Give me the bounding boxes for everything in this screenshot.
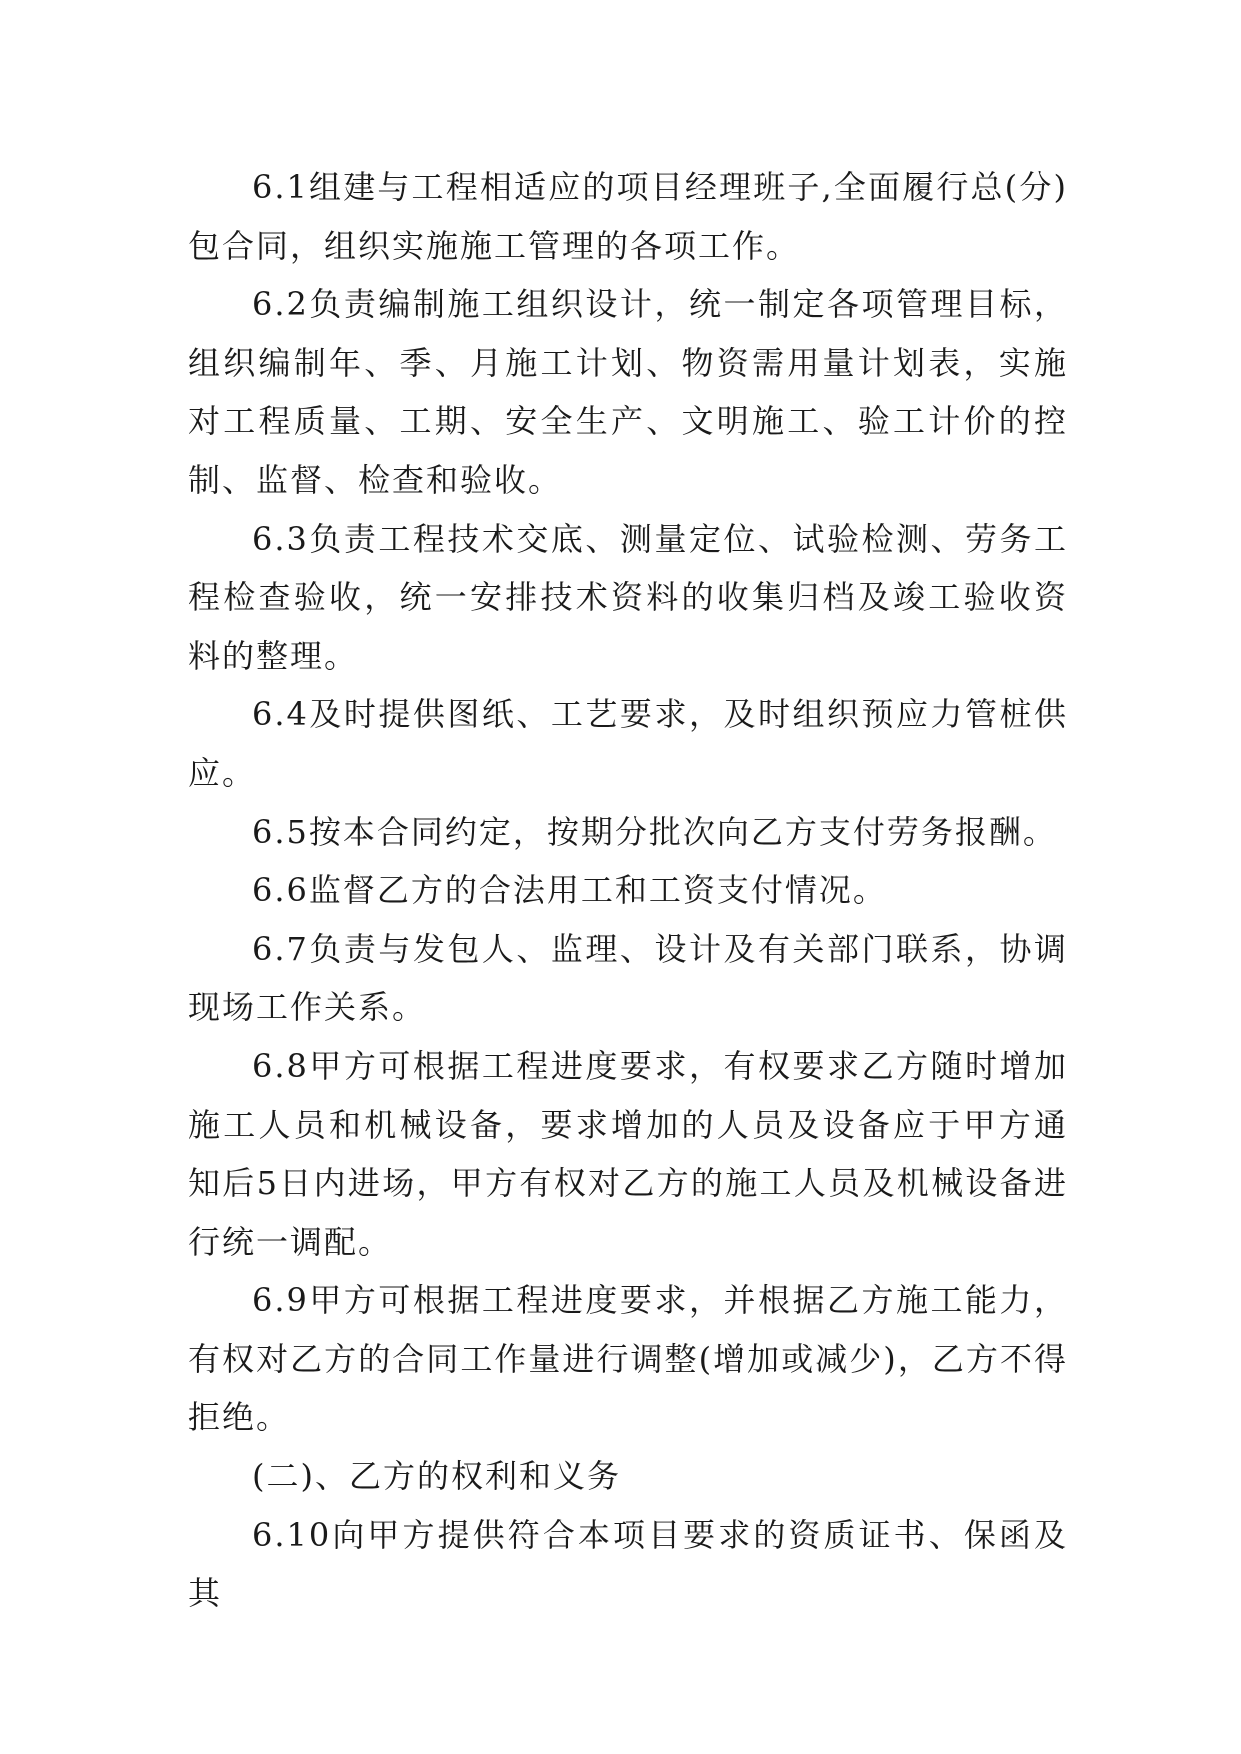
clause-6-10: 6.10向甲方提供符合本项目要求的资质证书、保函及其 [188,1515,1068,1613]
clause-6-7: 6.7负责与发包人、监理、设计及有关部门联系，协调现场工作关系。 [188,929,1068,1027]
clause-6-6: 6.6监督乙方的合法用工和工资支付情况。 [252,871,887,910]
clause-6-2: 6.2负责编制施工组织设计，统一制定各项管理目标，组织编制年、季、月施工计划、物资需用量计划表，实施对工程质量、工期、安全生产、文明施工、验工计价的控制、监督、检查和验收。 [188,285,1068,499]
document-body [188,158,1068,1623]
clause-6-8: 6.8甲方可根据工程进度要求，有权要求乙方随时增加施工人员和机械设备，要求增加的人员及设备应于甲方通知后5日内进场，甲方有权对乙方的施工人员及机械设备进行统一调配。 [188,1046,1068,1261]
clause-6-1: 6.1组建与工程相适应的项目经理班子,全面履行总(分)包合同，组织实施施工管理的各项工作。 [188,168,1068,265]
clause-6-4: 6.4及时提供图纸、工艺要求，及时组织预应力管桩供应。 [188,695,1068,792]
clause-6-9: 6.9甲方可根据工程进度要求，并根据乙方施工能力，有权对乙方的合同工作量进行调整(增加或减少)，乙方不得拒绝。 [188,1281,1068,1437]
clause-6-5: 6.5按本合同约定，按期分批次向乙方支付劳务报酬。 [252,812,1057,851]
clause-6-3: 6.3负责工程技术交底、测量定位、试验检测、劳务工程检查验收，统一安排技术资料的收集归档及竣工验收资料的整理。 [188,519,1068,675]
section-heading-party-b: (二)、乙方的权利和义务 [252,1457,621,1496]
